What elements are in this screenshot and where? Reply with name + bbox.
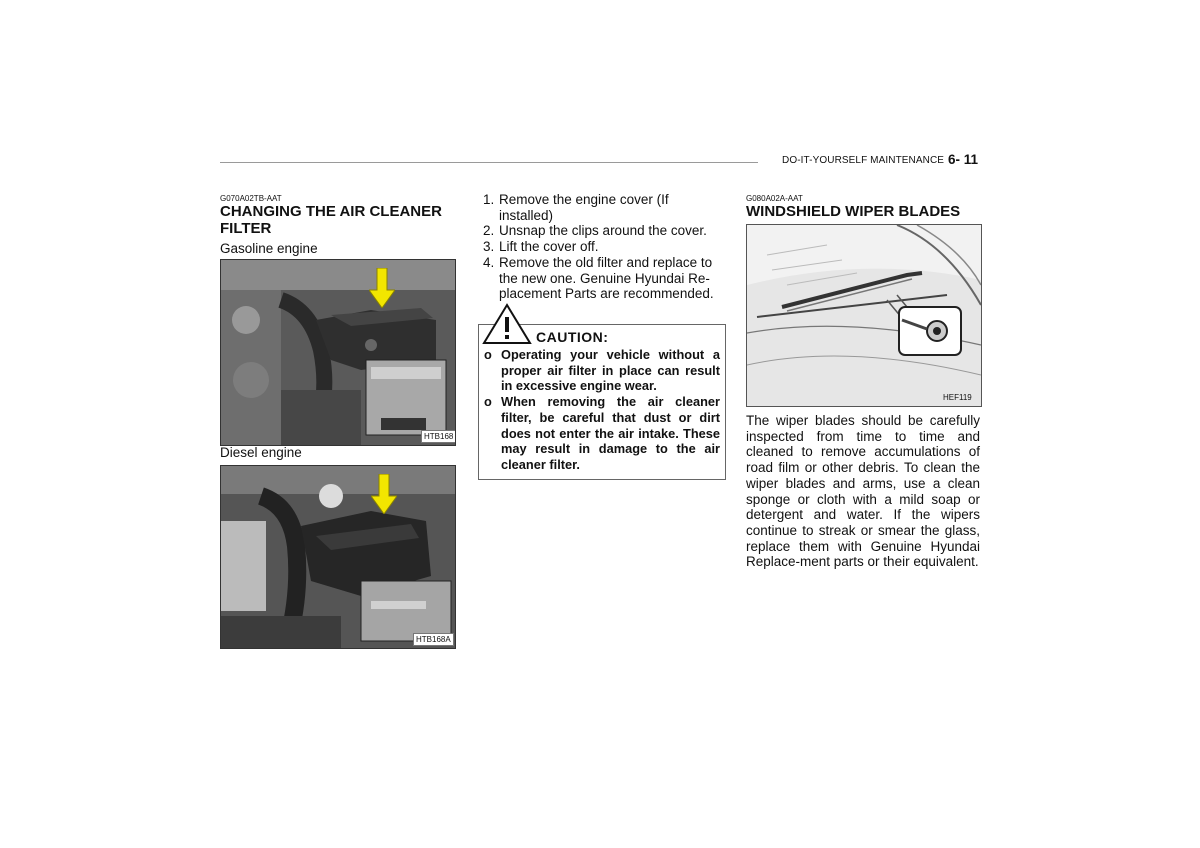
down-arrow-icon: [369, 268, 395, 308]
caution-title: CAUTION:: [536, 329, 609, 345]
section-code: G070A02TB-AAT: [220, 194, 282, 203]
wiper-body-text: The wiper blades should be carefully inspected from time to time and cleaned to remove accumulations of road film or other debris. To clean the wiper blades and arms, use a clean sponge or cloth with a mild soap or detergent and water. If the wipers continue to streak or smear the glass, replace them with Genuine Hyundai Replace-ment parts or their equivalent.: [746, 413, 980, 570]
figure-code: HTB168A: [413, 633, 454, 646]
header-rule: [220, 162, 758, 163]
step-item: 3. Lift the cover off.: [483, 239, 599, 255]
gasoline-engine-label: Gasoline engine: [220, 241, 318, 256]
section-code: G080A02A-AAT: [746, 194, 803, 203]
caution-box: [478, 324, 726, 480]
step-item: 1. Remove the engine cover (If installed): [483, 192, 669, 223]
figure-code: HTB168: [421, 430, 456, 443]
step-list: [483, 192, 719, 302]
step-item: 2. Unsnap the clips around the cover.: [483, 223, 707, 239]
caution-item: o When removing the air cleaner filter, be careful that dust or dirt does not enter the air intake. These may result in damage to the air cleaner filter.: [484, 394, 720, 472]
section-title: DO-IT-YOURSELF MAINTENANCE: [782, 155, 945, 166]
diesel-engine-label: Diesel engine: [220, 445, 302, 460]
section-heading: CHANGING THE AIR CLEANER FILTER: [220, 203, 442, 237]
caution-list: [484, 347, 720, 473]
down-arrow-icon: [371, 474, 397, 514]
step-item: 4. Remove the old filter and replace to the new one. Genuine Hyundai Re-placement Parts are recommended.: [483, 254, 714, 302]
gasoline-engine-photo: [220, 259, 456, 446]
section-heading: WINDSHIELD WIPER BLADES: [746, 203, 961, 220]
warning-triangle-icon: [482, 303, 532, 345]
wiper-illustration: [746, 224, 982, 407]
caution-item: o Operating your vehicle without a proper air filter in place can result in excessive engine wear.: [484, 347, 720, 394]
figure-code: HEF119: [943, 393, 972, 402]
page-number: 6- 11: [948, 152, 979, 167]
diesel-engine-photo: [220, 465, 456, 649]
